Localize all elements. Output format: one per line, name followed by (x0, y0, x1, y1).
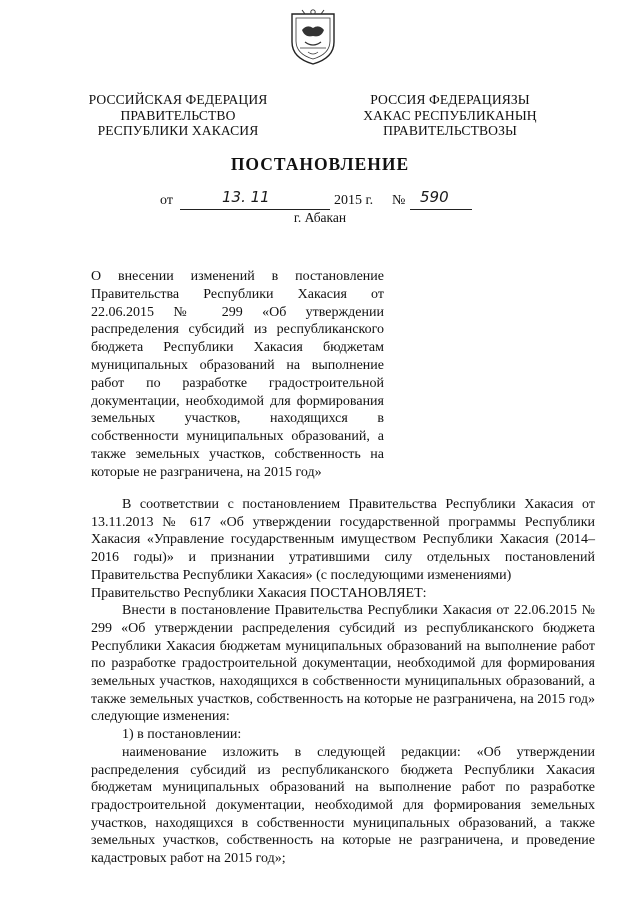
handwritten-date: 13. 11 (222, 188, 270, 206)
city-label: г. Абакан (293, 210, 347, 225)
subject-block: О внесении изменений в постановление Правительства Республики Хакасия от 22.06.2015 № 299 «Об утверждении распределения субсидий из республиканского бюджета Республики Хакасия бюджетам муниципальных образований на выполнение работ по разработке градостроительной документации, необходимой для формирования земельных участков, находящихся в собственности муниципальных образований, а также земельных участков, собственность на которые не разграничена, на 2015 год» (91, 269, 384, 480)
paragraph-resolution: Правительство Республики Хакасия ПОСТАНОВЛЯЕТ: (91, 585, 427, 601)
number-sign: № (392, 193, 406, 208)
header-left-block (78, 92, 278, 139)
coat-of-arms-emblem (288, 8, 338, 66)
header-right-line: ХАКАС РЕСПУБЛИКАНЫҢ (363, 107, 537, 123)
paragraph-amendment: Внести в постановление Правительства Республики Хакасия от 22.06.2015 № 299 «Об утверждении распределения субсидий из республиканского бюджета Республики Хакасия бюджетам муниципальных образований на выполнение работ по разработке градостроительной документации, необходимой для формирования земельных участков, находящихся в собственности муниципальных образований, а также земельных участков, собственность на которые не разграничена, на 2015 год» следующие изменения: (91, 603, 595, 725)
header-right-line: РОССИЯ ФЕДЕРАЦИЯЗЫ (370, 92, 530, 107)
header-left-line: РЕСПУБЛИКИ ХАКАСИЯ (97, 123, 259, 138)
date-prefix: от (160, 193, 173, 208)
header-right-line: ПРАВИТЕЛЬСТВОЗЫ (383, 123, 517, 138)
paragraph-preamble: В соответствии с постановлением Правительства Республики Хакасия от 13.11.2013 № 617 «Об утверждении государственной программы Республики Хакасия «Управление государственным имуществом Республики Хакасия (2014–2016 годы)» и признании утратившими силу отдельных постановлений Правительства Республики Хакасия» (с последующими изменениями) (91, 497, 595, 583)
body-text (91, 496, 595, 868)
header-left-line: РОССИЙСКАЯ ФЕДЕРАЦИЯ (88, 92, 268, 107)
year-label: 2015 г. (334, 193, 374, 208)
header-right-block (350, 92, 550, 139)
header-left-line: ПРАВИТЕЛЬСТВО (120, 107, 236, 123)
paragraph-item-1: 1) в постановлении: (122, 727, 242, 743)
handwritten-number: 590 (420, 188, 449, 206)
document-title: ПОСТАНОВЛЕНИЕ (230, 154, 410, 174)
paragraph-name-change: наименование изложить в следующей редакции: «Об утверждении распределения субсидий из республиканского бюджета Республики Хакасия бюджетам муниципальных образований на выполнение работ по разработке градостроительной документации, необходимой для формирования земельных участков, находящихся в собственности муниципальных образований, а также земельных участков, собственность на которые не разграничена, и проведение кадастровых работ на 2015 год»; (91, 744, 595, 867)
